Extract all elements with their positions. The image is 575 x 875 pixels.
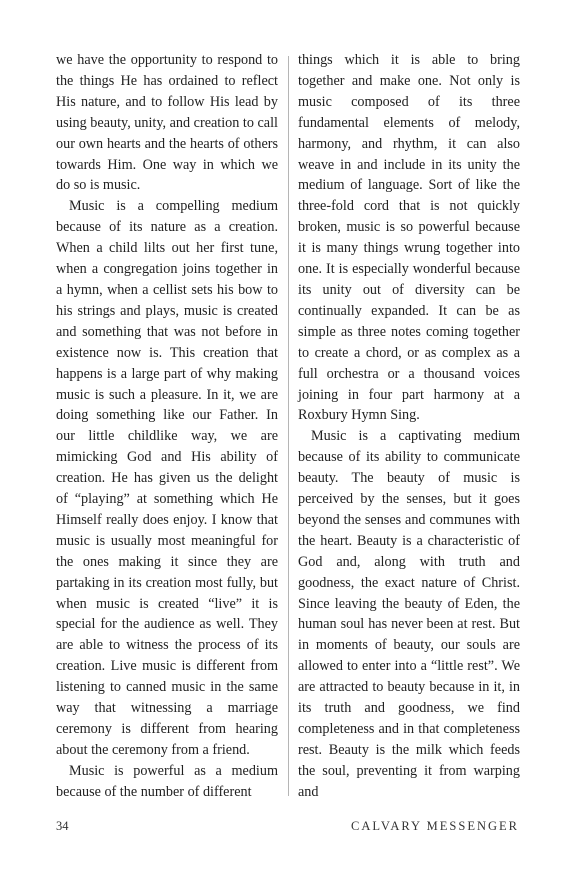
column-divider xyxy=(288,56,289,796)
running-head: CALVARY MESSENGER xyxy=(351,819,519,833)
paragraph: we have the opportunity to respond to the things He has ordained to reflect His nature, and to follow His lead by using beauty, unity, and creation to call our own hearts and the hearts of others towards Him. One way in which we do so is music. xyxy=(56,52,278,194)
paragraph: Music is a compelling medium because of its nature as a creation. When a child lilts out her first tune, when a congregation joins together in a hymn, when a cellist sets his bow to his strings and plays, music is created and something that was not before in existence now is. This creation that happens is a large part of why making music is such a pleasure. In it, we are doing something like our Father. In our little childlike way, we are mimicking God and His ability of creation. He has given us the delight of “playing” at something which He Himself really does enjoy. I know that music is usually most meaningful for the ones making it since they are partaking in its creation most fully, but when music is created “live” it is special for the audience as well. They are able to witness the process of its creation. Live music is different from listening to canned music in the same way that witnessing a marriage ceremony is different from hearing about the ceremony from a friend. xyxy=(56,198,278,758)
paragraph: Music is a captivating medium because of its ability to communicate beauty. The beauty of music is perceived by the senses, but it goes beyond the senses and communes with the heart. Beauty is a characteristic of God and, along with truth and goodness, the exact nature of Christ. Since leaving the beauty of Eden, the human soul has never been at rest. But in moments of beauty, our souls are allowed to enter into a “little rest”. We are attracted to beauty because in it, in its truth and goodness, we find completeness and in that completeness rest. Beauty is the milk which feeds the soul, preventing it from warping and xyxy=(298,428,520,800)
page-number: 34 xyxy=(56,819,69,833)
paragraph: Music is powerful as a medium because of the number of different xyxy=(56,762,278,800)
right-text-column xyxy=(298,50,520,803)
paragraph: things which it is able to bring together and make one. Not only is music composed of its three fundamental elements of melody, harmony, and rhythm, it can also weave in and include in its unity the medium of language. Sort of like the three-fold cord that is not quickly broken, music is so powerful because it is many things wrung together into one. It is especially wonderful because its unity out of diversity can be continually expanded. It can be as simple as three notes coming together to create a chord, or as complex as a full orchestra or a thousand voices joining in four part harmony at a Roxbury Hymn Sing. xyxy=(298,52,520,424)
left-text-column xyxy=(56,50,278,803)
